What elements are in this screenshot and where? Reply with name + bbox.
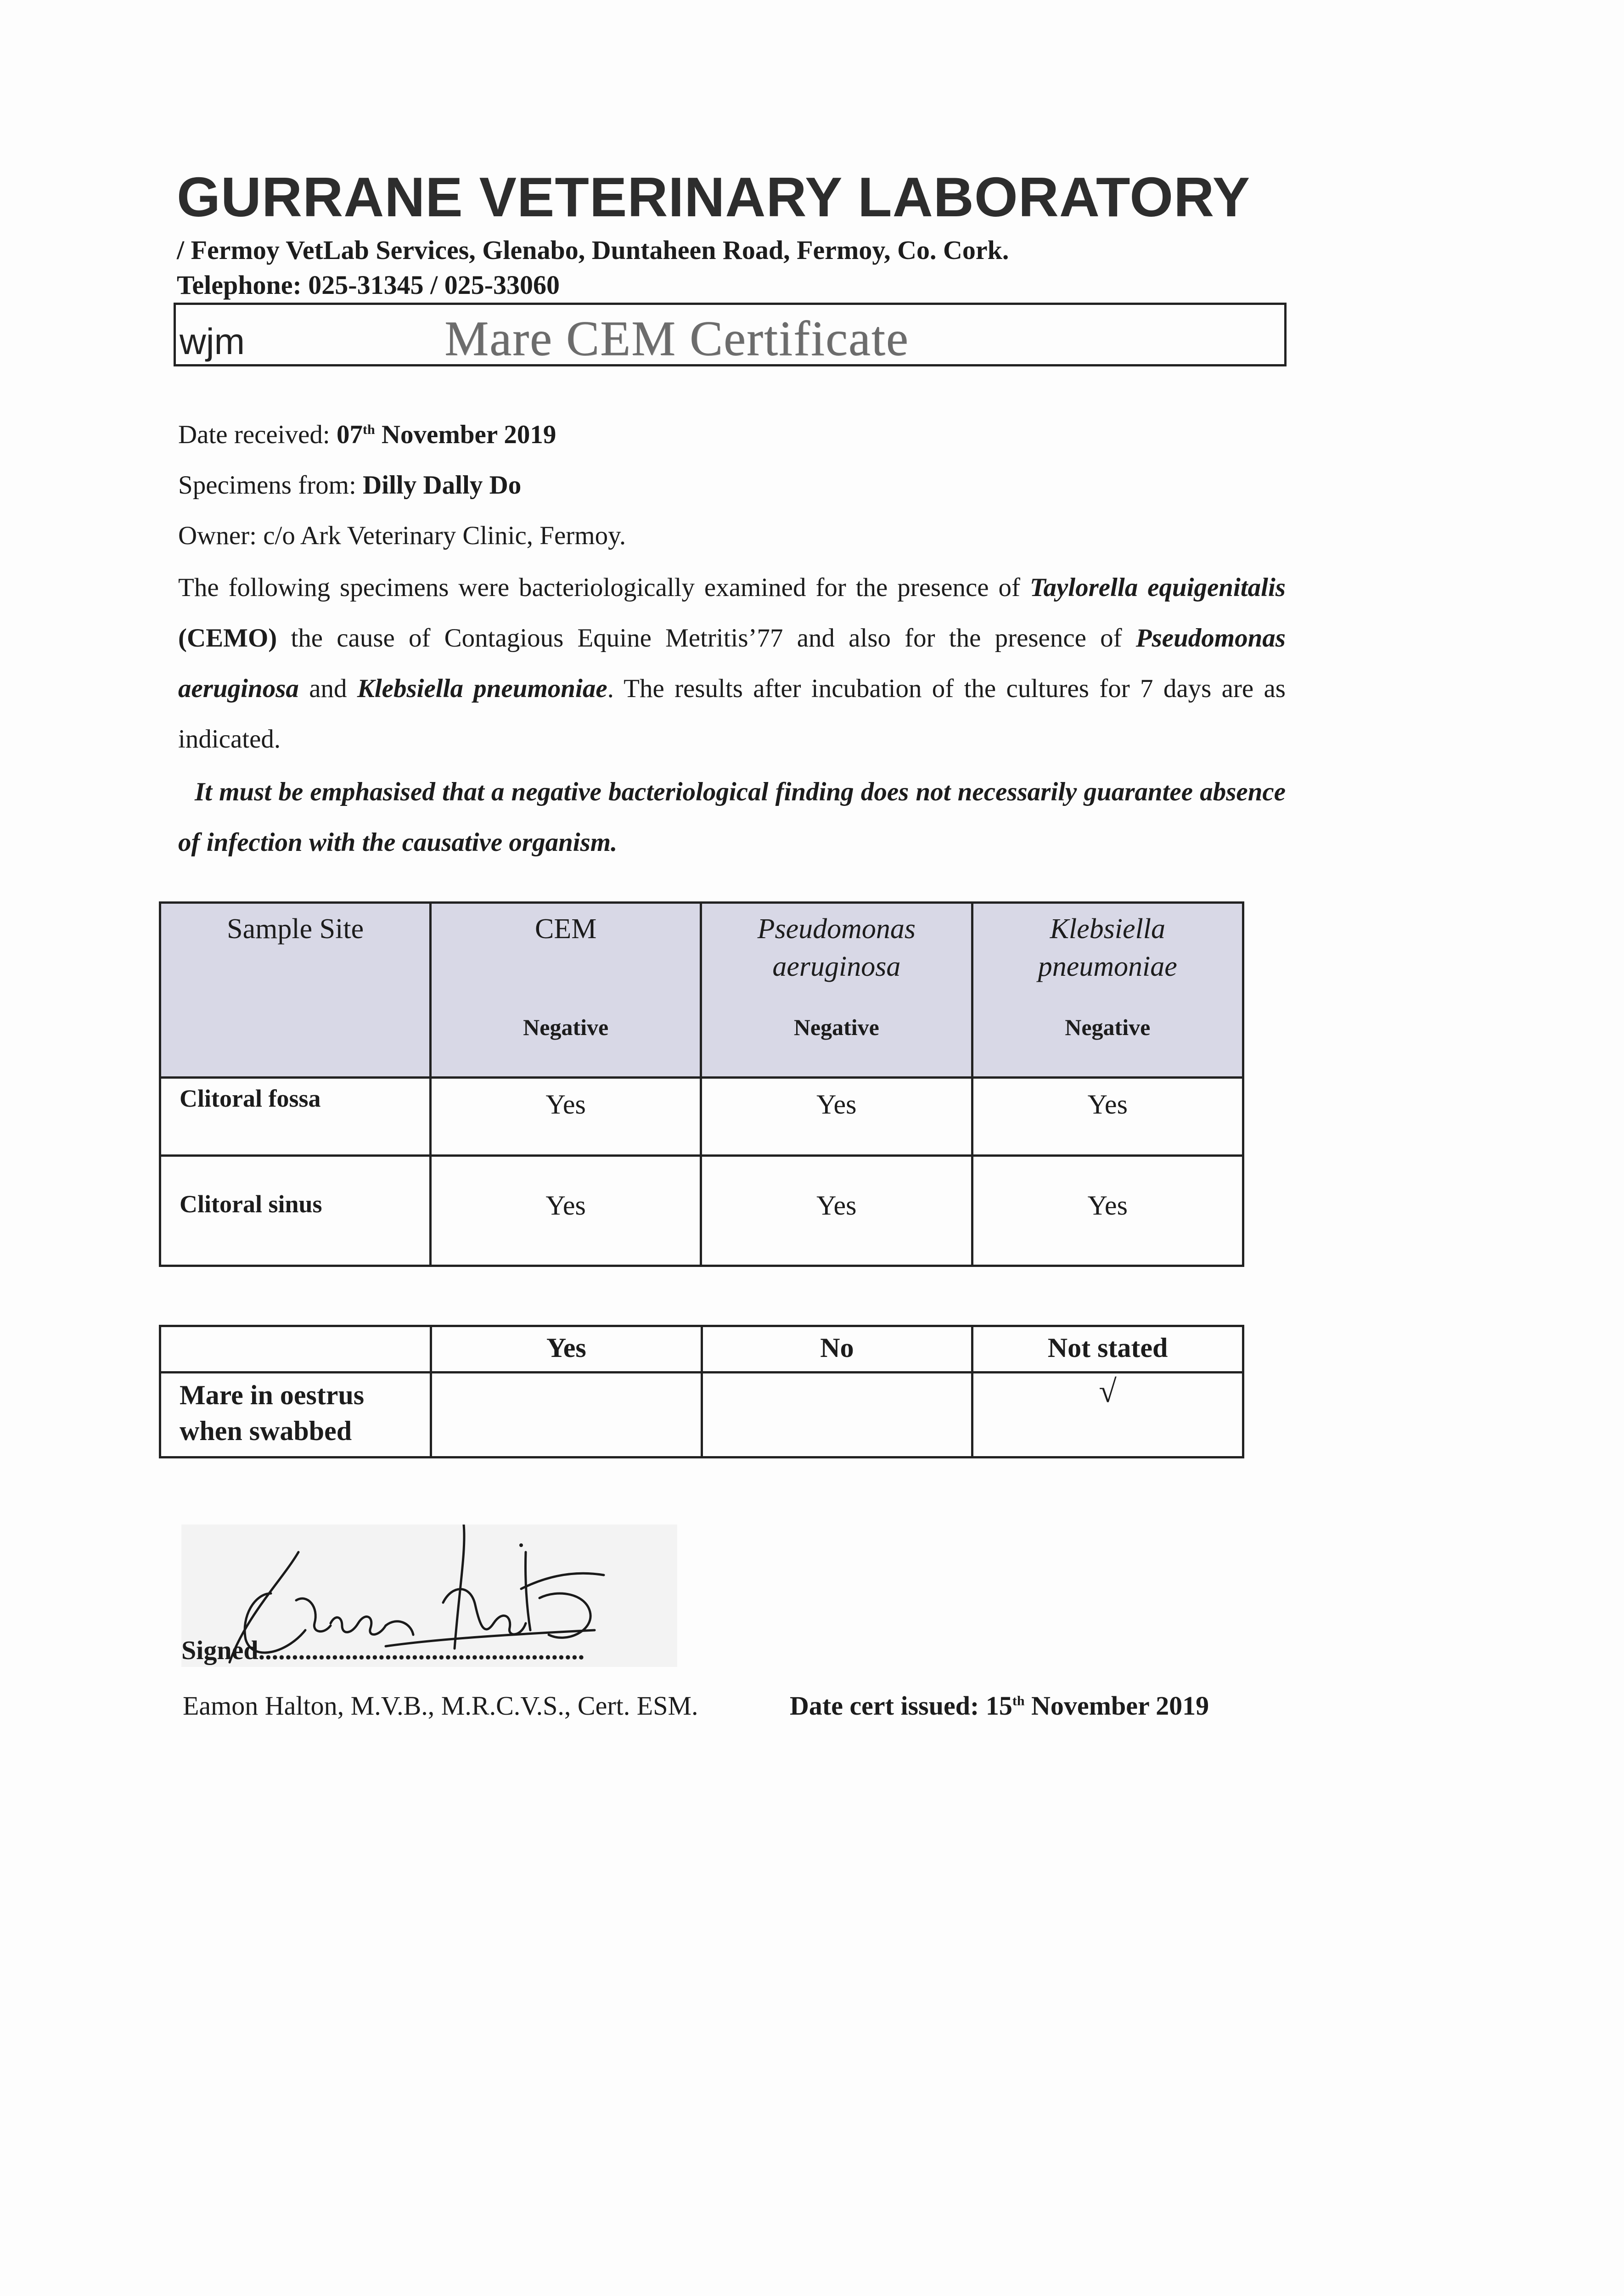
- specimens-from: [178, 472, 521, 498]
- klebsiella-cell: Yes: [972, 1156, 1243, 1266]
- cem-cell: Yes: [431, 1156, 701, 1266]
- cem-result: Negative: [523, 1014, 609, 1040]
- organism-pseudomonas: Pseudomonas aeruginosa: [178, 624, 1286, 703]
- specimens-value: Dilly Dally Do: [363, 471, 522, 500]
- initials: wjm: [180, 321, 245, 362]
- handwritten-signature: [227, 1525, 668, 1671]
- results-table: [159, 901, 1244, 1267]
- oestrus-header-yes: Yes: [431, 1326, 702, 1373]
- results-header-row: [160, 903, 1243, 1078]
- oestrus-table: [159, 1325, 1244, 1458]
- cemo-label: (CEMO): [178, 624, 277, 653]
- header-cem: CEM Negative: [431, 903, 701, 1078]
- signed-label: Signed.................................................: [181, 1635, 585, 1665]
- oestrus-not-stated-cell: √: [972, 1373, 1243, 1458]
- table-row: [160, 1373, 1243, 1458]
- oestrus-no-cell: [702, 1373, 972, 1458]
- date-cert-issued: Date cert issued: 15th November 2019: [790, 1691, 1209, 1721]
- oestrus-yes-cell: [431, 1373, 702, 1458]
- date-received: [178, 422, 556, 448]
- disclaimer: It must be emphasised that a negative bacteriological finding does not necessarily guarantee absence of infection with the causative organism.: [178, 777, 1286, 857]
- date-received-label: Date received:: [178, 420, 337, 449]
- oestrus-header-row: [160, 1326, 1243, 1373]
- oestrus-header-blank: [160, 1326, 431, 1373]
- owner: Owner: c/o Ark Veterinary Clinic, Fermoy.: [178, 521, 626, 550]
- header-pseudomonas: Pseudomonas aeruginosa Negative: [701, 903, 972, 1078]
- pseudomonas-cell: Yes: [701, 1156, 972, 1266]
- date-received-value: 07th November 2019: [336, 420, 556, 449]
- cem-cell: Yes: [431, 1078, 701, 1156]
- table-row: [160, 1156, 1243, 1266]
- oestrus-header-no: No: [702, 1326, 972, 1373]
- pseudomonas-cell: Yes: [701, 1078, 972, 1156]
- pseudomonas-result: Negative: [793, 1014, 879, 1040]
- header-klebsiella: Klebsiella pneumoniae Negative: [972, 903, 1243, 1078]
- lab-address: / Fermoy VetLab Services, Glenabo, Duntaheen Road, Fermoy, Co. Cork.: [177, 235, 1009, 265]
- lab-name: GURRANE VETERINARY LABORATORY: [177, 166, 1251, 228]
- oestrus-label: Mare in oestrus when swabbed: [160, 1373, 431, 1458]
- sample-site-cell: Clitoral fossa: [160, 1078, 431, 1156]
- signatory-name: Eamon Halton, M.V.B., M.R.C.V.S., Cert. ESM.: [183, 1691, 698, 1721]
- klebsiella-result: Negative: [1065, 1014, 1151, 1040]
- specimens-label: Specimens from:: [178, 471, 363, 500]
- header-sample-site: Sample Site: [160, 903, 431, 1078]
- organism-taylorella: Taylorella equigenitalis: [1029, 573, 1286, 602]
- organism-klebsiella: Klebsiella pneumoniae: [357, 674, 607, 703]
- lab-telephone: Telephone: 025-31345 / 025-33060: [177, 270, 560, 300]
- sample-site-cell: Clitoral sinus: [160, 1156, 431, 1266]
- oestrus-header-not-stated: Not stated: [972, 1326, 1243, 1373]
- klebsiella-cell: Yes: [972, 1078, 1243, 1156]
- title-box: [174, 303, 1287, 366]
- table-row: [160, 1078, 1243, 1156]
- description-paragraph: The following specimens were bacteriologically examined for the presence of Taylorella equigenitalis (CEMO) the cause of Contagious Equine Metritis’77 and also for the presence of Pseudomonas aeruginosa and Klebsiella pneumoniae. The results after incubation of the cultures for 7 days are as indicated.: [178, 573, 1286, 754]
- certificate-title: Mare CEM Certificate: [444, 311, 909, 366]
